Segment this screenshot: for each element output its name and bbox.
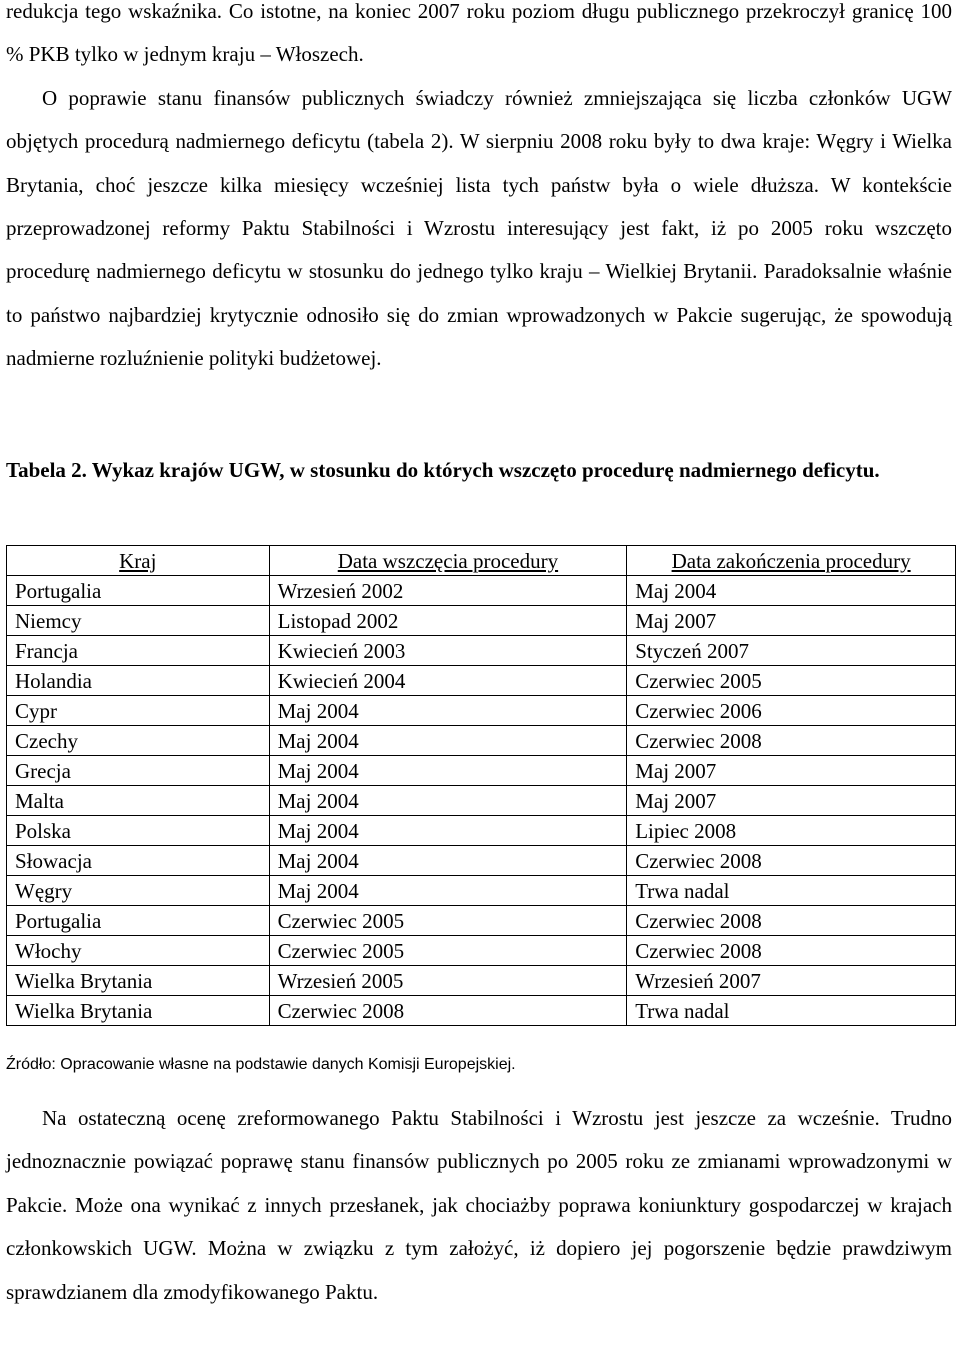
cell-country: Portugalia — [7, 906, 270, 936]
table-caption: Tabela 2. Wykaz krajów UGW, w stosunku do których wszczęto procedurę nadmiernego deficytu. — [6, 458, 880, 482]
table-row — [7, 786, 956, 816]
cell-country: Holandia — [7, 666, 270, 696]
cell-start-date: Czerwiec 2005 — [269, 906, 627, 936]
table-row — [7, 906, 956, 936]
cell-country: Portugalia — [7, 576, 270, 606]
cell-end-date: Lipiec 2008 — [627, 816, 956, 846]
cell-country: Grecja — [7, 756, 270, 786]
source-note: Źródło: Opracowanie własne na podstawie danych Komisji Europejskiej. — [6, 1056, 516, 1073]
procedure-table — [6, 545, 956, 1026]
table-row — [7, 666, 956, 696]
table-row — [7, 876, 956, 906]
cell-start-date: Maj 2004 — [269, 846, 627, 876]
cell-country: Słowacja — [7, 846, 270, 876]
table-row — [7, 756, 956, 786]
table-row — [7, 936, 956, 966]
cell-end-date: Maj 2004 — [627, 576, 956, 606]
cell-start-date: Kwiecień 2003 — [269, 636, 627, 666]
cell-end-date: Maj 2007 — [627, 786, 956, 816]
cell-end-date: Wrzesień 2007 — [627, 966, 956, 996]
cell-country: Węgry — [7, 876, 270, 906]
cell-start-date: Listopad 2002 — [269, 606, 627, 636]
cell-end-date: Czerwiec 2008 — [627, 726, 956, 756]
header-end-date: Data zakończenia procedury — [627, 546, 956, 576]
cell-end-date: Styczeń 2007 — [627, 636, 956, 666]
cell-start-date: Maj 2004 — [269, 876, 627, 906]
cell-start-date: Maj 2004 — [269, 786, 627, 816]
cell-country: Polska — [7, 816, 270, 846]
cell-start-date: Maj 2004 — [269, 696, 627, 726]
cell-country: Niemcy — [7, 606, 270, 636]
cell-country: Wielka Brytania — [7, 996, 270, 1026]
header-start-date: Data wszczęcia procedury — [269, 546, 627, 576]
paragraph-top-second: O poprawie stanu finansów publicznych świadczy również zmniejszająca się liczba członków UGW objętych procedurą nadmiernego deficytu (tabela 2). W sierpniu 2008 roku były to dwa kraje: Węgry i Wielka Brytania, choć jeszcze kilka miesięcy wcześniej lista tych państw była o wiele dłuższa. W kontekście przeprowadzonej reformy Paktu Stabilności i Wzrostu interesujący jest fakt, iż po 2005 roku wszczęto procedurę nadmiernego deficytu w stosunku do jednego tylko kraju – Wielkiej Brytanii. Paradoksalnie właśnie to państwo najbardziej krytycznie odnosiło się do zmian wprowadzonych w Pakcie sugerując, że spowodują nadmierne rozluźnienie polityki budżetowej. — [6, 85, 952, 371]
cell-start-date: Maj 2004 — [269, 756, 627, 786]
cell-start-date: Czerwiec 2005 — [269, 936, 627, 966]
table-row — [7, 696, 956, 726]
cell-country: Włochy — [7, 936, 270, 966]
table-row — [7, 846, 956, 876]
paragraph-bottom — [6, 1097, 952, 1314]
table-row — [7, 576, 956, 606]
cell-start-date: Wrzesień 2002 — [269, 576, 627, 606]
cell-country: Wielka Brytania — [7, 966, 270, 996]
header-country: Kraj — [7, 546, 270, 576]
cell-start-date: Czerwiec 2008 — [269, 996, 627, 1026]
cell-start-date: Maj 2004 — [269, 726, 627, 756]
table-header-row — [7, 546, 956, 576]
cell-country: Cypr — [7, 696, 270, 726]
table-row — [7, 726, 956, 756]
paragraph-bottom-text: Na ostateczną ocenę zreformowanego Paktu Stabilności i Wzrostu jest jeszcze za wcześnie. Trudno jednoznacznie powiązać poprawę stanu finansów publicznych po 2005 roku ze zmianami wprowadzonymi w Pakcie. Może ona wynikać z innych przesłanek, jak chociażby poprawa koniunktury gospodarczej w krajach członkowskich UGW. Można w związku z tym założyć, iż dopiero jej pogorszenie będzie prawdziwym sprawdzianem dla zmodyfikowanego Paktu. — [6, 1106, 952, 1304]
cell-start-date: Kwiecień 2004 — [269, 666, 627, 696]
table-row — [7, 816, 956, 846]
cell-end-date: Czerwiec 2008 — [627, 936, 956, 966]
cell-end-date: Maj 2007 — [627, 606, 956, 636]
cell-start-date: Maj 2004 — [269, 816, 627, 846]
cell-start-date: Wrzesień 2005 — [269, 966, 627, 996]
cell-end-date: Maj 2007 — [627, 756, 956, 786]
table-row — [7, 606, 956, 636]
cell-end-date: Czerwiec 2008 — [627, 906, 956, 936]
cell-end-date: Czerwiec 2005 — [627, 666, 956, 696]
cell-end-date: Czerwiec 2008 — [627, 846, 956, 876]
table-row — [7, 996, 956, 1026]
table-body — [7, 576, 956, 1026]
paragraph-top-continuation: redukcja tego wskaźnika. Co istotne, na koniec 2007 roku poziom długu publicznego przekroczył granicę 100 % PKB tylko w jednym kraju – Włoszech. — [6, 0, 952, 67]
cell-end-date: Trwa nadal — [627, 996, 956, 1026]
cell-end-date: Trwa nadal — [627, 876, 956, 906]
table-row — [7, 966, 956, 996]
paragraph-top — [6, 0, 952, 381]
table-row — [7, 636, 956, 666]
cell-country: Malta — [7, 786, 270, 816]
cell-country: Francja — [7, 636, 270, 666]
cell-end-date: Czerwiec 2006 — [627, 696, 956, 726]
cell-country: Czechy — [7, 726, 270, 756]
